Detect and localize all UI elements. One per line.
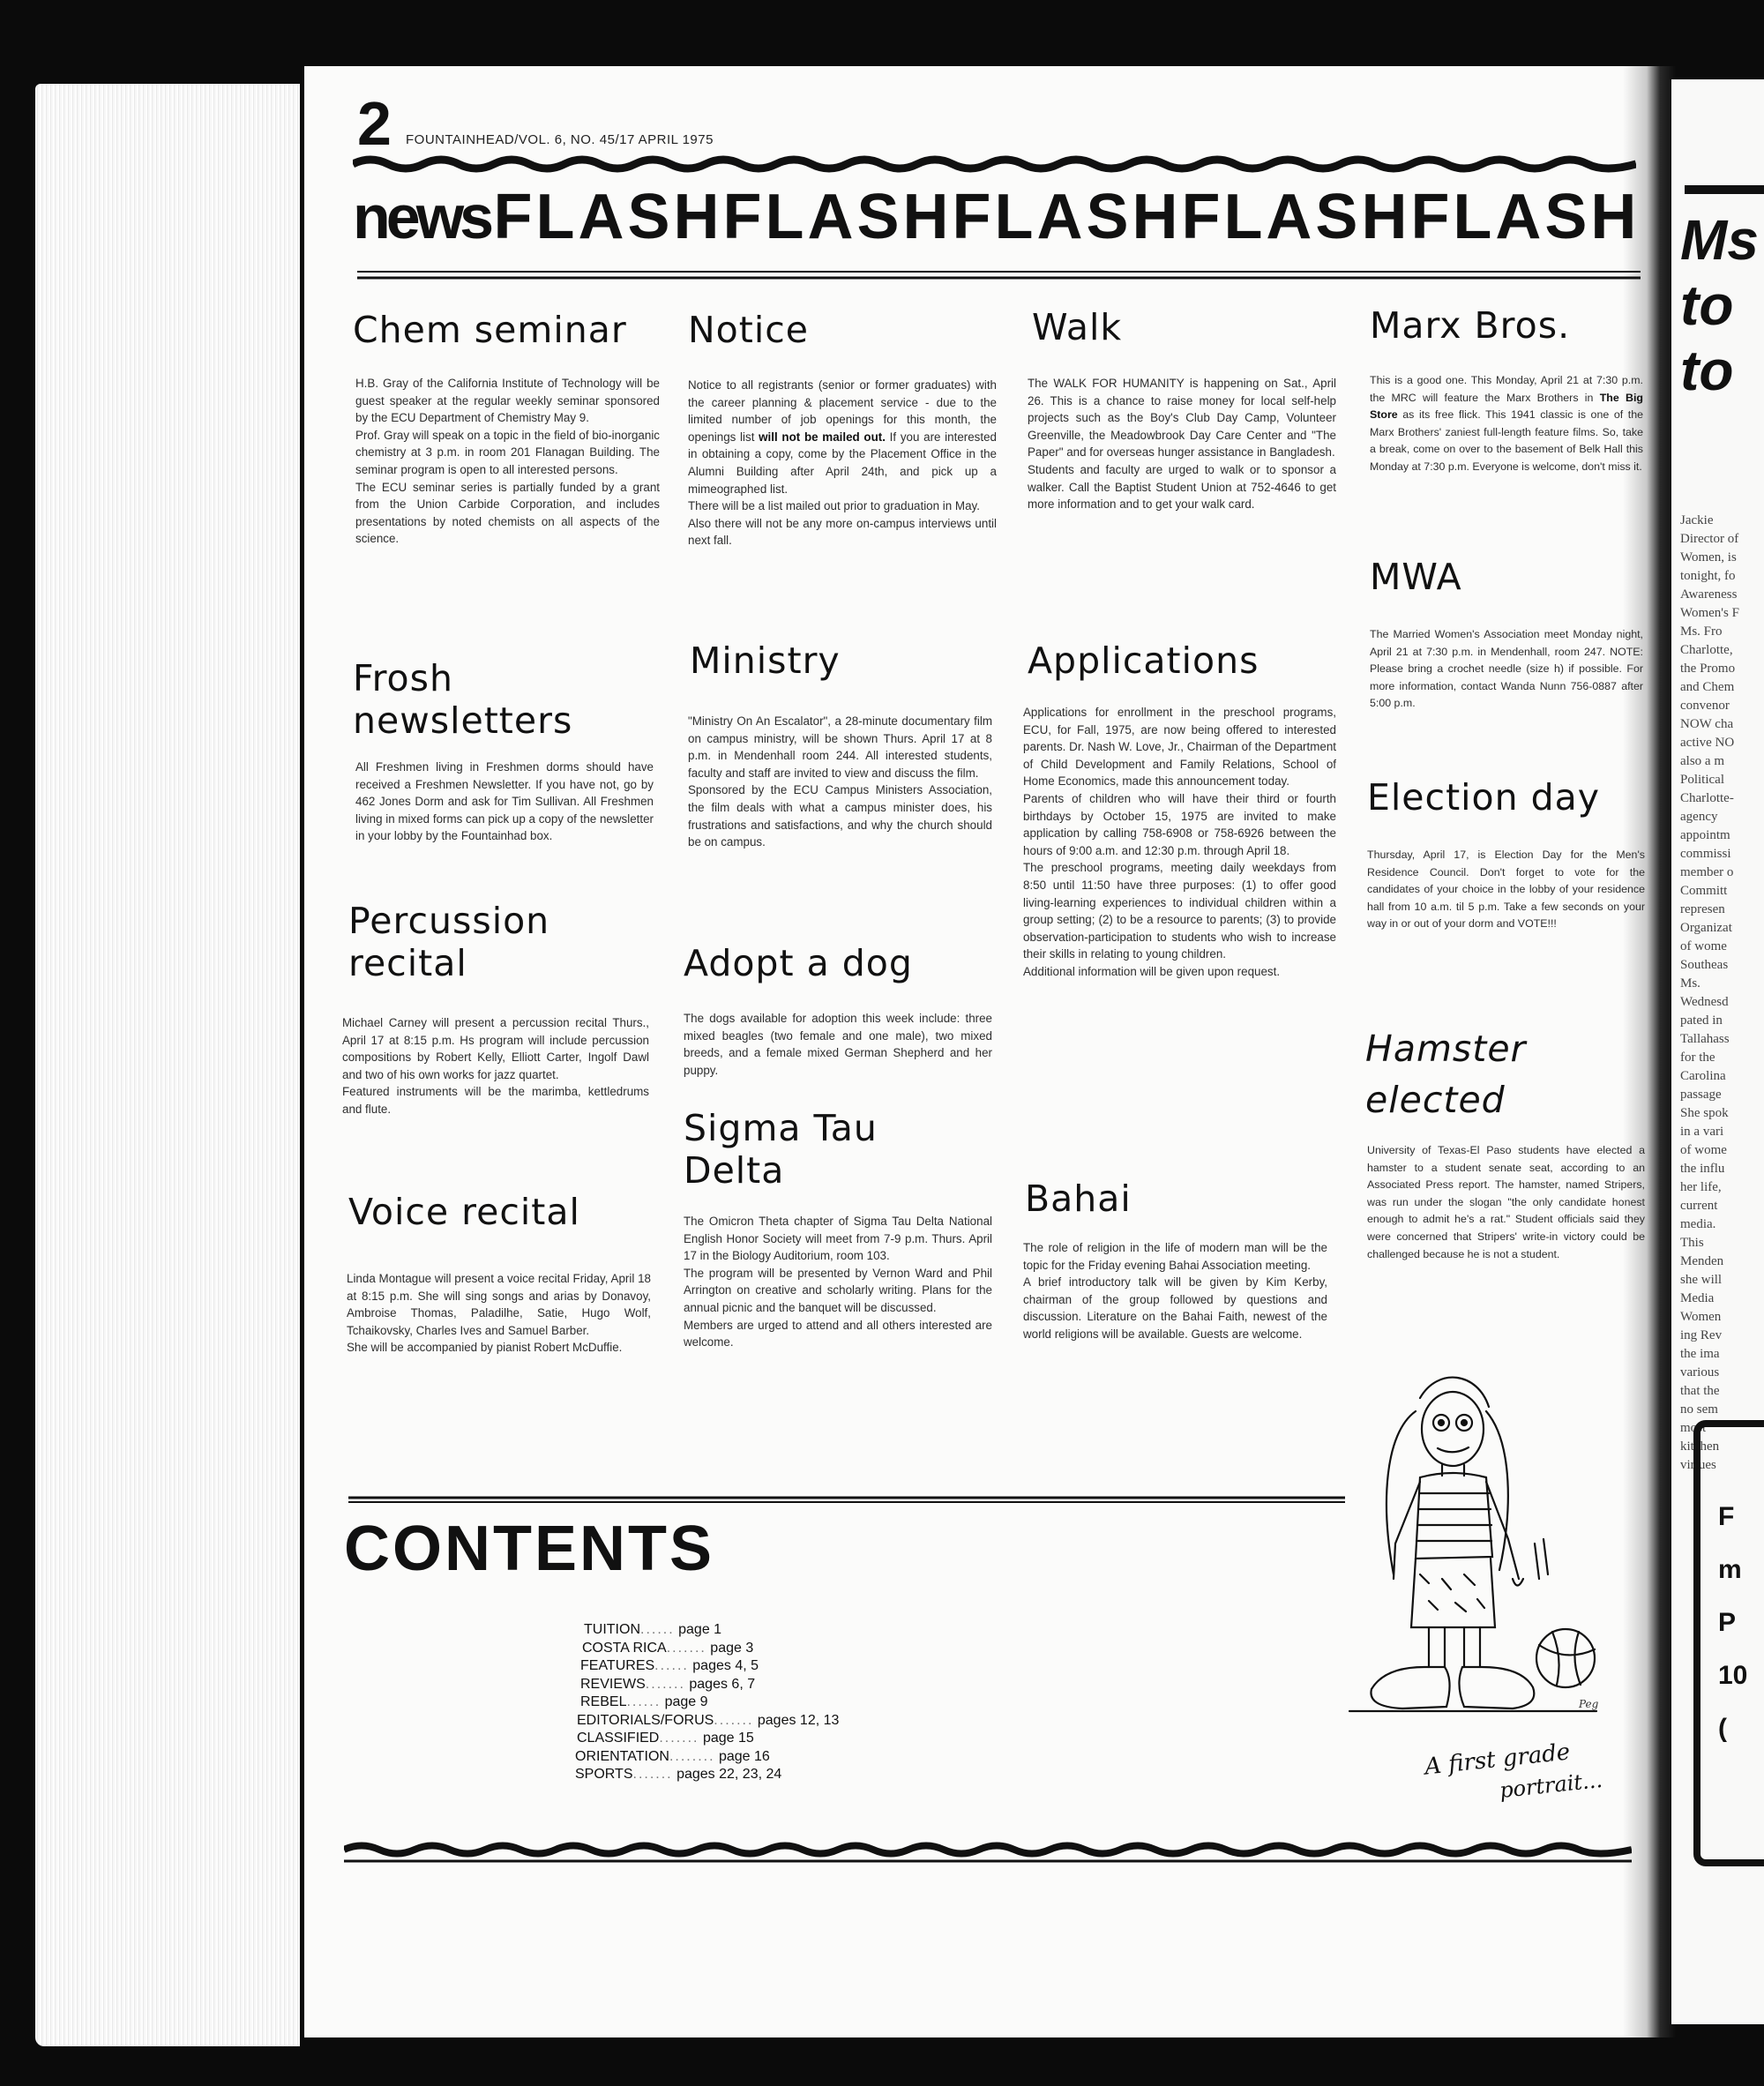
contents-item (582, 1640, 908, 1658)
contents-section: COSTA RICA (582, 1640, 667, 1656)
body-percussion-recital: Michael Carney will present a percussion recital Thurs., April 17 at 8:15 p.m. Hs program will include percussion compositions by Robert Kelly, Elliott Carter, Ingolf Dawl and two of his own works for jazz quartet. Featured instruments will be the marimba, kettledrums and flute. (342, 1016, 649, 1116)
adjacent-headline: Ms to to (1680, 208, 1759, 402)
body-marx-bros (1370, 372, 1643, 476)
headline-election-day: Election day (1367, 776, 1601, 819)
headline-sigma-tau-delta: Sigma Tau Delta (684, 1107, 878, 1192)
body-walk: The WALK FOR HUMANITY is happening on Sat., April 26. This is a chance to raise money for local self-help projects such as the Boy's Club Day Camp, Volunteer Greenville, the Meadowbrook Day Care Center and "The Paper" and for overseas hunger assistance in Bangladesh. Students and faculty are urged to walk or to sponsor a walker. Call the Baptist Student Union at 752-4646 to get more information and to get your walk card. (1028, 377, 1336, 512)
contents-pages: pages 22, 23, 24 (676, 1767, 782, 1782)
contents-leader: ....... (659, 1731, 699, 1746)
marx-text-1: This is a good one. This Monday, April 21 at 7:30 p.m. the MRC will feature the Marx Brothers in (1370, 374, 1643, 404)
contents-item (577, 1712, 908, 1731)
headline-applications: Applications (1028, 639, 1259, 682)
masthead-news: news (353, 183, 490, 251)
contents-leader: ....... (645, 1676, 685, 1692)
contents-pages: pages 6, 7 (689, 1676, 756, 1692)
contents-pages: page 16 (718, 1748, 770, 1764)
illustrator-signature: Peg (1579, 1698, 1599, 1710)
headline-hamster-elected: Hamster elected (1365, 1028, 1527, 1121)
bottom-wavy-rule (344, 1839, 1632, 1865)
box-line: ( (1718, 1714, 1727, 1743)
contents-pages: page 3 (710, 1640, 754, 1656)
notice-text-1: Notice to all registrants (senior or former graduates) with the career planning & placement service - due to the limited number of job openings for this month, the openings list (688, 378, 997, 444)
body-frosh-newsletters: All Freshmen living in Freshmen dorms should have received a Freshmen Newsletter. If you have not, go by 462 Jones Dorm and ask for Tim Sullivan. All Freshmen living in mixed forms can pick up a copy of the newsletter in your lobby by the Fountainhad box. (355, 760, 654, 843)
page-number: 2 (357, 89, 392, 158)
contents-section: CLASSIFIED (577, 1731, 660, 1746)
body-bahai: The role of religion in the life of modern man will be the topic for the Friday evening Bahai Association meeting. A brief introductory talk will be given by Kim Kerby, chairman of the group followed by questions and discussion. Literature on the Bahai Faith, newest of the world religions will be available. Guests are welcome. (1023, 1241, 1327, 1341)
headline-percussion-recital: Percussion recital (348, 900, 550, 984)
contents-leader: ........ (669, 1748, 715, 1764)
contents-item (580, 1657, 908, 1676)
adjacent-boxed-ad (1693, 1420, 1764, 1866)
contents-item (580, 1693, 908, 1712)
box-line: F (1718, 1502, 1735, 1531)
body-sigma-tau-delta: The Omicron Theta chapter of Sigma Tau Delta National English Honor Society will meet from 7-9 p.m. Thurs. April 17 in the Biology Auditorium, room 103. The program will be presented by Vernon Ward and Phil Arrington on creative and scholarly writing. Plans for the annual picnic and the banquet will be discussed. Members are urged to attend and all others interested are welcome. (684, 1215, 992, 1350)
marx-text-bold: The Big Store (1370, 391, 1643, 422)
masthead-flash: FLASHFLASHFLASHFLASHFLASH (493, 182, 1641, 252)
contents-leader: ...... (626, 1694, 662, 1709)
box-line: P (1718, 1608, 1737, 1637)
headline-adopt-a-dog: Adopt a dog (684, 942, 913, 984)
box-line: 10 (1718, 1661, 1748, 1690)
contents-leader: ...... (640, 1622, 675, 1637)
headline-walk: Walk (1032, 306, 1123, 348)
body-adopt-a-dog: The dogs available for adoption this week include: three mixed beagles (two female and one male), two mixed breeds, and a female mixed German Shepherd and her puppy. (684, 1012, 992, 1077)
body-mwa: The Married Women's Association meet Monday night, April 21 at 7:30 p.m. in Mendenhall, room 247. NOTE: Please bring a crochet needle (size h) if possible. For more information, contact Wanda Nunn 756-0887 after 5:00 p.m. (1370, 628, 1643, 710)
contents-item (577, 1730, 908, 1748)
adjacent-page (1671, 79, 1764, 2024)
publication-line: FOUNTAINHEAD/VOL. 6, NO. 45/17 APRIL 1975 (406, 132, 714, 147)
adjacent-body: Jackie Director of Women, is tonight, fo Awareness Women's F Ms. Fro Charlotte, the Promo and Chem convenor NOW cha active NO also a m Political Charlotte- agency appointm commissi member o Committ represen Organizat of wome Southeas Ms. Wednesd pated in Tallahass for the Carolina passage She spok in a vari of wome the influ her life, current media. This Menden she will Media Women ing Rev the ima various that the no sem most kitchen virtues (1680, 513, 1739, 1472)
contents-item (580, 1676, 908, 1694)
first-grade-portrait-drawing (1332, 1363, 1614, 1733)
top-wavy-rule (353, 152, 1636, 175)
body-applications: Applications for enrollment in the preschool programs, ECU, for Fall, 1975, are now being offered to interested parents. Dr. Nash W. Love, Jr., Chairman of the Department of Child Development and Family Relations, School of Home Economics, made this announcement today. Parents of children who will have their third or fourth birthdays by October 15, 1975 are invited to make application by calling 758-6908 or 758-6926 between the hours of 9:00 a.m. and 12:30 p.m. through April 18. The preschool programs, meeting daily weekdays from 8:50 until 11:50 have three purposes: (1) to offer good living-learning experiences to individual children within a group setting; (2) to be a resource to parents; (3) to provide observation-participation to students who wish to increase their skills in relating to young children. Additional information will be given upon request. (1023, 706, 1336, 978)
body-hamster-elected: University of Texas-El Paso students have elected a hamster to a student senate seat, according to an Associated Press report. The hamster, named Stripers, was run under the slogan "the only candidate honest enough to admit he's a rat." Student officials said they were concerned that Stripers' write-in victory could be challenged because he is not a student. (1367, 1144, 1645, 1260)
contents-leader: ....... (666, 1640, 706, 1656)
illustration-caption-2: portrait... (1498, 1767, 1604, 1804)
contents-leader: ....... (714, 1712, 754, 1728)
headline-bahai: Bahai (1025, 1178, 1132, 1220)
headline-chem-seminar: Chem seminar (353, 309, 627, 351)
headline-frosh-newsletters: Frosh newsletters (353, 657, 573, 742)
contents-item (575, 1748, 908, 1767)
contents-section: TUITION (584, 1622, 640, 1637)
contents-title: CONTENTS (344, 1514, 714, 1584)
contents-leader: ...... (654, 1658, 689, 1673)
headline-voice-recital: Voice recital (348, 1191, 580, 1233)
notice-text-2: If you are interested in obtaining a copy, come by the Placement Office in the Alumni Building after April 24th, and pick up a mimeographed list. There will be a list mailed out prior to graduation in May. Also there will not be any more on-campus interviews until next fall. (688, 430, 997, 548)
body-voice-recital: Linda Montague will present a voice recital Friday, April 18 at 8:15 p.m. She will sing songs and arias by Donavoy, Ambroise Thomas, Paladilhe, Satie, Hugo Wolf, Tchaikovsky, Charles Ives and Samuel Barber. She will be accompanied by pianist Robert McDuffie. (347, 1272, 651, 1355)
contents-item (575, 1766, 908, 1784)
adjacent-rule (1685, 185, 1764, 194)
illustration-caption: A first grade (1423, 1738, 1572, 1781)
contents-section: EDITORIALS/FORUS (577, 1712, 714, 1728)
contents-item (584, 1621, 908, 1640)
marx-text-2: as its free flick. This 1941 classic is one of the Marx Brothers' zaniest full-length feature films. So, take a break, come on over to the basement of Belk Hall this Monday at 7:30 p.m. Everyone is welcome, don't miss it. (1370, 408, 1643, 473)
contents-pages: page 15 (702, 1731, 754, 1746)
body-chem-seminar: H.B. Gray of the California Institute of Technology will be guest speaker at the regular weekly seminar sponsored by the ECU Department of Chemistry May 9. Prof. Gray will speak on a topic in the field of bio-inorganic chemistry at 3 p.m. in room 201 Flanagan Building. The seminar program is open to all interested persons. The ECU seminar series is partially funded by a grant from the Union Carbide Corporation, and includes presentations by noted chemists on all aspects of the science. (355, 377, 660, 546)
contents-leader: ....... (632, 1767, 673, 1782)
contents-section: REBEL (580, 1694, 627, 1709)
contents-pages: page 1 (678, 1622, 722, 1637)
masthead (353, 181, 1640, 260)
contents-section: REVIEWS (580, 1676, 646, 1692)
contents-pages: page 9 (664, 1694, 708, 1709)
masthead-double-rule (357, 269, 1641, 281)
body-election-day: Thursday, April 17, is Election Day for the Men's Residence Council. Don't forget to vote for the candidates of your choice in the lobby of your residence hall from 10 a.m. til 5 p.m. Take a few seconds on your way in or out of your dorm and VOTE!!! (1367, 849, 1645, 931)
headline-marx-bros: Marx Bros. (1370, 304, 1571, 347)
contents-section: ORIENTATION (575, 1748, 669, 1764)
contents-list (573, 1621, 908, 1784)
stacked-page-edges (35, 84, 300, 2046)
notice-text-bold: will not be mailed out. (759, 430, 886, 444)
contents-section: FEATURES (580, 1658, 655, 1673)
contents-section: SPORTS (575, 1767, 633, 1782)
contents-pages: pages 12, 13 (757, 1712, 840, 1728)
headline-notice: Notice (688, 309, 809, 351)
body-ministry: "Ministry On An Escalator", a 28-minute documentary film on campus ministry, will be shown Thurs. April 17 at 8 p.m. in Mendenhall room 244. All interested students, faculty and staff are invited to view and discuss the film. Sponsored by the ECU Campus Ministers Association, the film deals with what a campus minister does, his frustrations and satisfactions, and why the church should be on campus. (688, 714, 992, 849)
box-line: m (1718, 1555, 1742, 1584)
headline-mwa: MWA (1370, 556, 1462, 598)
body-notice (688, 377, 997, 550)
headline-ministry: Ministry (690, 639, 841, 682)
contents-pages: pages 4, 5 (692, 1658, 759, 1673)
binding-gutter (1623, 66, 1676, 2037)
